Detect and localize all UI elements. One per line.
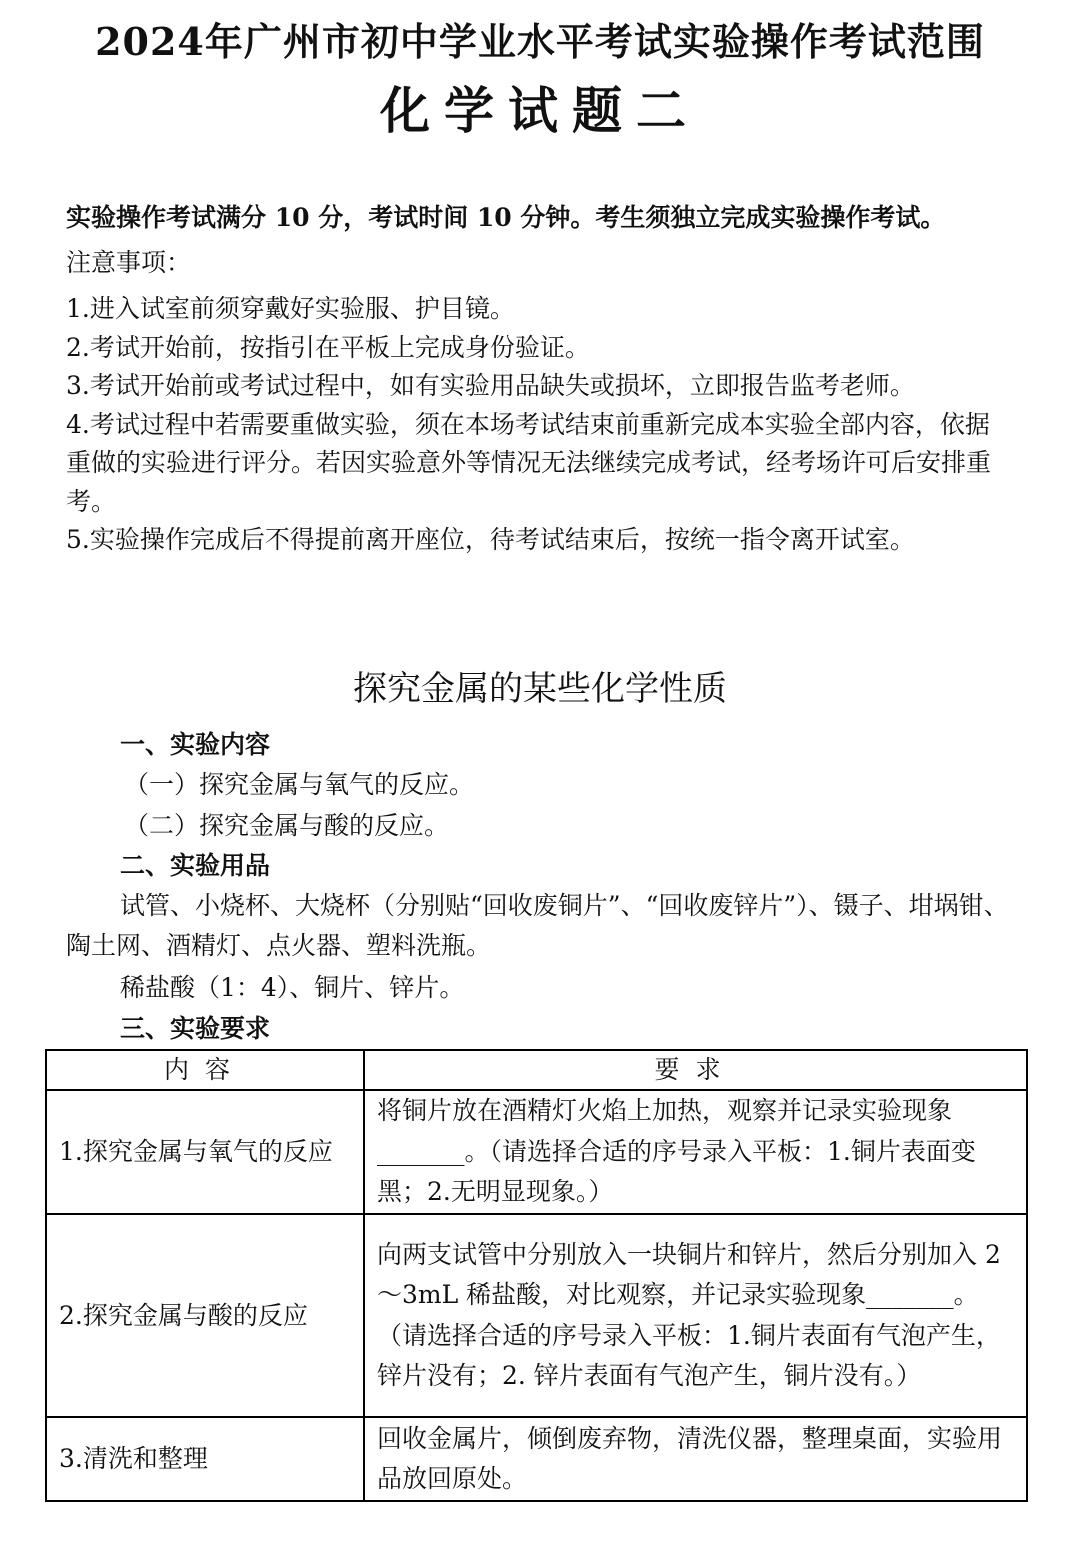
row-content-cell: 1.探究金属与氧气的反应 [46, 1090, 364, 1214]
content-item: （二）探究金属与酸的反应。 [124, 811, 450, 840]
document-subtitle: 化学试题二 [380, 81, 700, 140]
equipment-list: 试管、小烧杯、大烧杯（分别贴“回收废铜片”、“回收废锌片”）、镊子、坩埚钳、陶土网、酒精灯、点火器、塑料洗瓶。 [66, 891, 1009, 960]
row-content-cell: 2.探究金属与酸的反应 [46, 1214, 364, 1417]
exam-intro: 实验操作考试满分 10 分，考试时间 10 分钟。考生须独立完成实验操作考试。 [66, 203, 946, 232]
notice-item: 5.实验操作完成后不得提前离开座位，待考试结束后，按统一指令离开试室。 [66, 525, 915, 554]
notice-item: 2.考试开始前，按指引在平板上完成身份验证。 [66, 332, 590, 362]
row-content-cell: 3.清洗和整理 [46, 1417, 364, 1501]
table-row [46, 1214, 1027, 1417]
requirements-table [45, 1049, 1028, 1502]
section-heading-content: 一、实验内容 [120, 730, 271, 759]
document-title: 2024年广州市初中学业水平考试实验操作考试范围 [95, 19, 985, 64]
table-header-row [46, 1050, 1027, 1090]
notice-item: 4.考试过程中若需要重做实验，须在本场考试结束前重新完成本实验全部内容，依据重做的实验进行评分。若因实验意外等情况无法继续完成考试，经考场许可后安排重考。 [66, 409, 992, 516]
notice-list [66, 290, 1012, 560]
experiment-title: 探究金属的某些化学性质 [353, 669, 727, 709]
column-header-content: 内容 [46, 1050, 364, 1090]
row-requirement-cell: 回收金属片，倾倒废弃物，清洗仪器，整理桌面，实验用品放回原处。 [364, 1417, 1027, 1501]
section-heading-requirements: 三、实验要求 [120, 1014, 271, 1043]
row-requirement-cell: 向两支试管中分别放入一块铜片和锌片，然后分别加入 2～3mL 稀盐酸，对比观察，并记录实验现象_______。（请选择合适的序号录入平板：1.铜片表面有气泡产生，锌片没有；2. 锌片表面有气泡产生，铜片没有。） [364, 1214, 1027, 1417]
notice-heading: 注意事项： [66, 248, 192, 277]
table-row [46, 1090, 1027, 1214]
section-heading-materials: 二、实验用品 [120, 851, 271, 880]
reagent-list: 稀盐酸（1：4）、铜片、锌片。 [120, 973, 465, 1002]
table-row [46, 1417, 1027, 1501]
row-requirement-cell: 将铜片放在酒精灯火焰上加热，观察并记录实验现象_______。（请选择合适的序号录入平板：1.铜片表面变黑；2.无明显现象。） [364, 1090, 1027, 1214]
column-header-requirement: 要求 [364, 1050, 1027, 1090]
notice-item: 1.进入试室前须穿戴好实验服、护目镜。 [66, 294, 515, 323]
content-item: （一）探究金属与氧气的反应。 [124, 770, 475, 799]
notice-item: 3.考试开始前或考试过程中，如有实验用品缺失或损坏，立即报告监考老师。 [66, 371, 915, 400]
